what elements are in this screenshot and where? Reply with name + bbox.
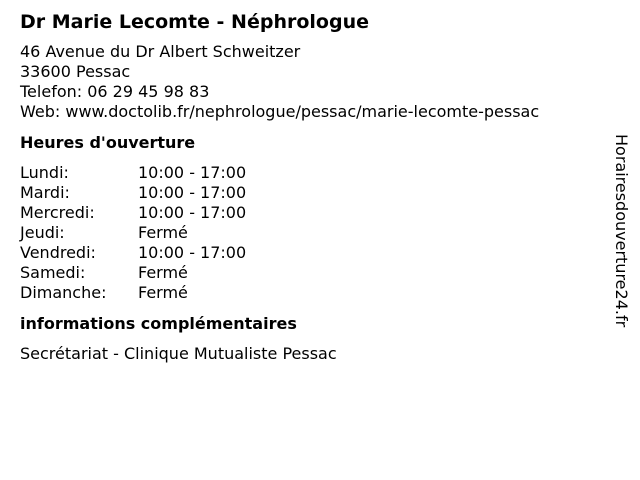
hours-row — [20, 183, 610, 203]
day-label: Samedi: — [20, 263, 86, 282]
day-hours: 10:00 - 17:00 — [138, 243, 247, 262]
day-hours: Fermé — [138, 223, 188, 242]
hours-row — [20, 243, 610, 263]
page-content — [20, 10, 610, 364]
side-brand-label: Horairesdouverture24.fr — [612, 134, 631, 328]
day-label: Dimanche: — [20, 283, 107, 302]
hours-row — [20, 203, 610, 223]
day-label: Lundi: — [20, 163, 69, 182]
city-postcode: 33600 Pessac — [20, 62, 131, 81]
day-hours: Fermé — [138, 263, 188, 282]
website-link[interactable]: Web: www.doctolib.fr/nephrologue/pessac/marie-lecomte-pessac — [20, 102, 540, 121]
opening-hours-table — [20, 163, 610, 303]
hours-row — [20, 263, 610, 283]
day-label: Jeudi: — [20, 223, 65, 242]
day-label: Vendredi: — [20, 243, 96, 262]
page-title: Dr Marie Lecomte - Néphrologue — [20, 11, 369, 33]
day-label: Mardi: — [20, 183, 70, 202]
address-block — [20, 42, 610, 122]
opening-hours-heading: Heures d'ouverture — [20, 133, 196, 152]
day-hours: 10:00 - 17:00 — [138, 203, 247, 222]
hours-row — [20, 163, 610, 183]
day-hours: 10:00 - 17:00 — [138, 163, 247, 182]
hours-row — [20, 283, 610, 303]
day-hours: Fermé — [138, 283, 188, 302]
phone-number: Telefon: 06 29 45 98 83 — [20, 82, 210, 101]
hours-row — [20, 223, 610, 243]
additional-info-text: Secrétariat - Clinique Mutualiste Pessac — [20, 344, 337, 363]
additional-info-heading: informations complémentaires — [20, 314, 297, 333]
day-hours: 10:00 - 17:00 — [138, 183, 247, 202]
day-label: Mercredi: — [20, 203, 95, 222]
street-address: 46 Avenue du Dr Albert Schweitzer — [20, 42, 301, 61]
